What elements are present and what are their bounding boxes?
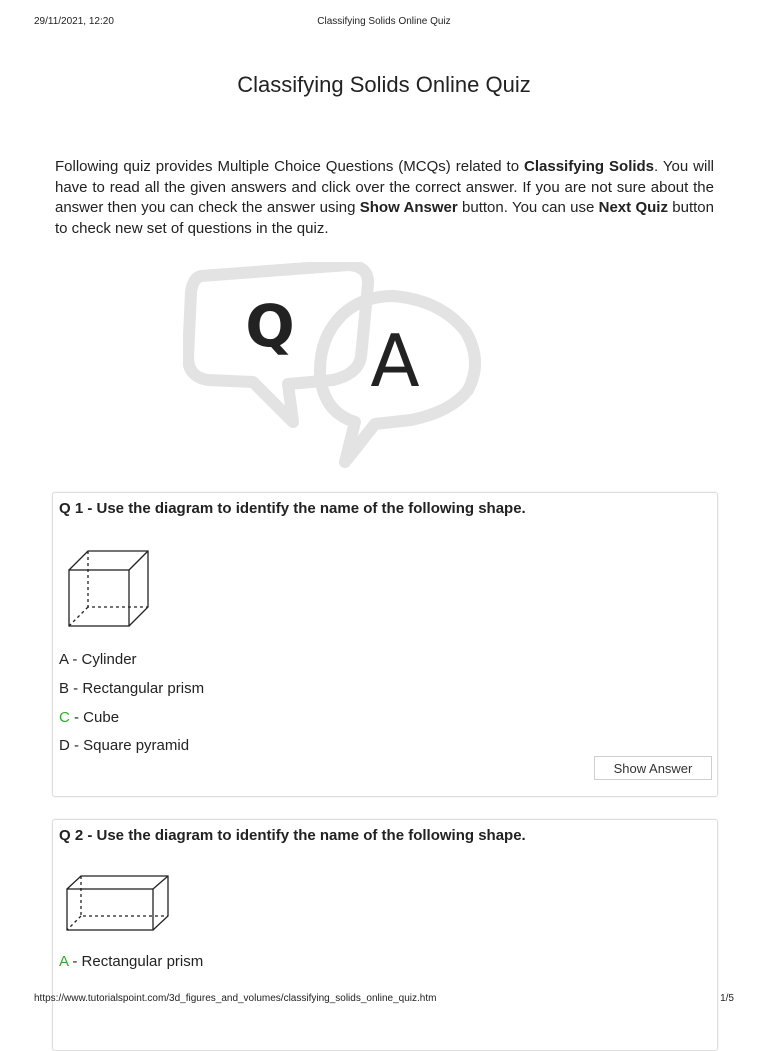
show-answer-button[interactable]: Show Answer <box>594 756 712 780</box>
page-title: Classifying Solids Online Quiz <box>237 72 531 97</box>
print-doc-title: Classifying Solids Online Quiz <box>317 16 451 27</box>
q2-option-a[interactable]: A - Rectangular prism <box>59 953 204 970</box>
question-card-2 <box>52 819 718 1051</box>
question-1-text: Q 1 - Use the diagram to identify the name of the following shape. <box>59 500 526 517</box>
q1-option-b[interactable]: B - Rectangular prism <box>59 680 205 697</box>
q-letter: Q <box>245 292 295 360</box>
a-letter: A <box>370 319 420 403</box>
q1-option-a[interactable]: A - Cylinder <box>59 651 137 668</box>
rectangular-prism-icon <box>65 874 171 932</box>
page-number: 1/5 <box>720 993 734 1004</box>
question-2-text: Q 2 - Use the diagram to identify the name of the following shape. <box>59 827 526 844</box>
qa-bubbles-image <box>183 262 483 468</box>
print-datetime: 29/11/2021, 12:20 <box>34 16 114 27</box>
cube-icon <box>67 549 151 629</box>
question-card-1 <box>52 492 718 797</box>
q1-option-c[interactable]: C - Cube <box>59 709 120 726</box>
intro-paragraph: Following quiz provides Multiple Choice Questions (MCQs) related to Classifying Solids. You will have to read all the given answers and click over the correct answer. If you are not sure about the answer then you can check the answer using Show Answer button. You can use Next Quiz button to check new set of questions in the quiz. <box>55 158 714 237</box>
print-footer <box>34 993 734 1007</box>
print-header <box>34 16 734 30</box>
q1-option-d[interactable]: D - Square pyramid <box>59 737 190 754</box>
print-url: https://www.tutorialspoint.com/3d_figures_and_volumes/classifying_solids_online_quiz.htm <box>34 993 437 1004</box>
